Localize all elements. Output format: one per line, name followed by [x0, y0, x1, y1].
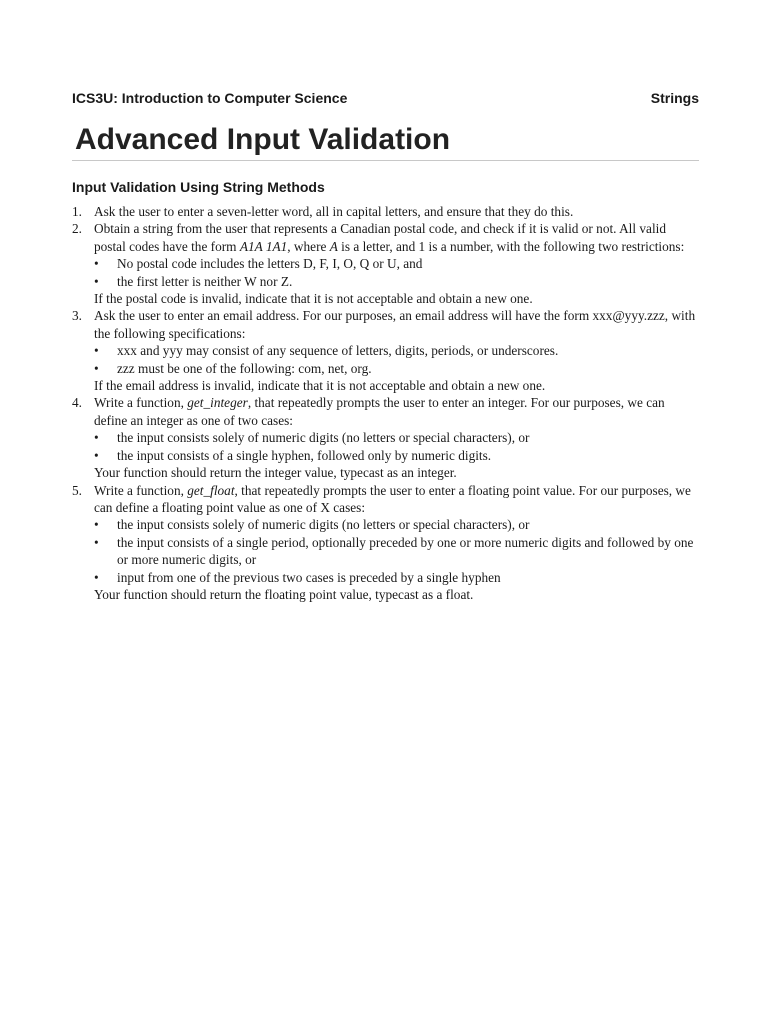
item-number: 1. — [72, 204, 82, 219]
list-item-5 — [72, 482, 699, 604]
item-body — [94, 220, 699, 307]
bullet-text: zzz must be one of the following: com, net, org. — [117, 360, 372, 376]
bullet-item — [94, 255, 699, 272]
bullet-text: the input consists of a single period, optionally preceded by one or more numeric digits and followed by one or more numeric digits, or — [117, 534, 694, 568]
page-header — [72, 90, 699, 110]
bullet-text: the input consists solely of numeric digits (no letters or special characters), or — [117, 517, 530, 533]
title-divider — [72, 160, 699, 161]
bullet-item — [94, 360, 699, 377]
bullet-text: input from one of the previous two cases is preceded by a single hyphen — [117, 569, 501, 585]
item-body — [94, 482, 699, 604]
course-title: ICS3U: Introduction to Computer Science — [72, 90, 348, 106]
bullet-icon: • — [94, 447, 99, 463]
section-heading: Input Validation Using String Methods — [72, 179, 325, 195]
bullet-item — [94, 534, 699, 569]
bullet-item — [94, 569, 699, 586]
bullet-text: the input consists solely of numeric digits (no letters or special characters), or — [117, 430, 530, 446]
item-body — [94, 394, 699, 481]
list-item-3 — [72, 307, 699, 394]
item-after-text: Your function should return the floating point value, typecast as a float. — [94, 586, 474, 602]
item-number: 3. — [72, 308, 82, 324]
list-item-4 — [72, 394, 699, 481]
letter-variable: A — [329, 238, 338, 254]
postal-form: A1A 1A1 — [239, 238, 288, 254]
item-number: 2. — [72, 221, 82, 237]
exercise-list — [72, 203, 699, 603]
bullet-icon: • — [94, 360, 99, 376]
item-text: Obtain a string from the user that represents a Canadian postal code, and check if it is valid or not. All valid postal codes have the form A1A 1A1, where A is a letter, and 1 is a number, with the following two restrictions: — [94, 221, 685, 254]
bullet-icon: • — [94, 256, 99, 272]
page-title: Advanced Input Validation — [75, 123, 451, 156]
list-item-2 — [72, 220, 699, 307]
function-name: get_float — [187, 482, 235, 498]
item-text: Write a function, get_integer, that repeatedly prompts the user to enter an integer. For our purposes, we can define an integer as one of two cases: — [94, 395, 665, 428]
bullet-item — [94, 447, 699, 464]
item-body — [94, 307, 699, 394]
bullet-icon: • — [94, 569, 99, 585]
unit-title: Strings — [650, 90, 699, 106]
item-number: 4. — [72, 395, 82, 411]
bullet-item — [94, 342, 699, 359]
bullet-icon: • — [94, 343, 99, 359]
bullet-icon: • — [94, 273, 99, 289]
item-number: 5. — [72, 482, 82, 498]
bullet-icon: • — [94, 430, 99, 446]
item-body — [94, 203, 699, 220]
item-after-text: If the postal code is invalid, indicate that it is not acceptable and obtain a new one. — [94, 291, 533, 307]
bullet-text: the input consists of a single hyphen, followed only by numeric digits. — [117, 447, 492, 463]
item-text: Ask the user to enter a seven-letter word, all in capital letters, and ensure that they do this. — [94, 204, 574, 219]
item-after-text: Your function should return the integer value, typecast as an integer. — [94, 465, 457, 481]
bullet-item — [94, 429, 699, 446]
bullet-text: No postal code includes the letters D, F, I, O, Q or U, and — [117, 256, 423, 272]
bullet-icon: • — [94, 517, 99, 533]
item-after-text: If the email address is invalid, indicate that it is not acceptable and obtain a new one. — [94, 378, 546, 394]
bullet-item — [94, 516, 699, 533]
item-text: Write a function, get_float, that repeatedly prompts the user to enter a floating point value. For our purposes, we can define a floating point value as one of X cases: — [94, 482, 691, 515]
bullet-text: xxx and yyy may consist of any sequence of letters, digits, periods, or underscores. — [117, 343, 559, 359]
bullet-item — [94, 273, 699, 290]
function-name: get_integer — [187, 395, 248, 411]
list-item-1 — [72, 203, 699, 220]
document-page — [72, 90, 699, 603]
item-text: Ask the user to enter an email address. For our purposes, an email address will have the form xxx@yyy.zzz, with the following specifications: — [94, 308, 696, 341]
bullet-icon: • — [94, 534, 99, 550]
bullet-text: the first letter is neither W nor Z. — [117, 273, 293, 289]
